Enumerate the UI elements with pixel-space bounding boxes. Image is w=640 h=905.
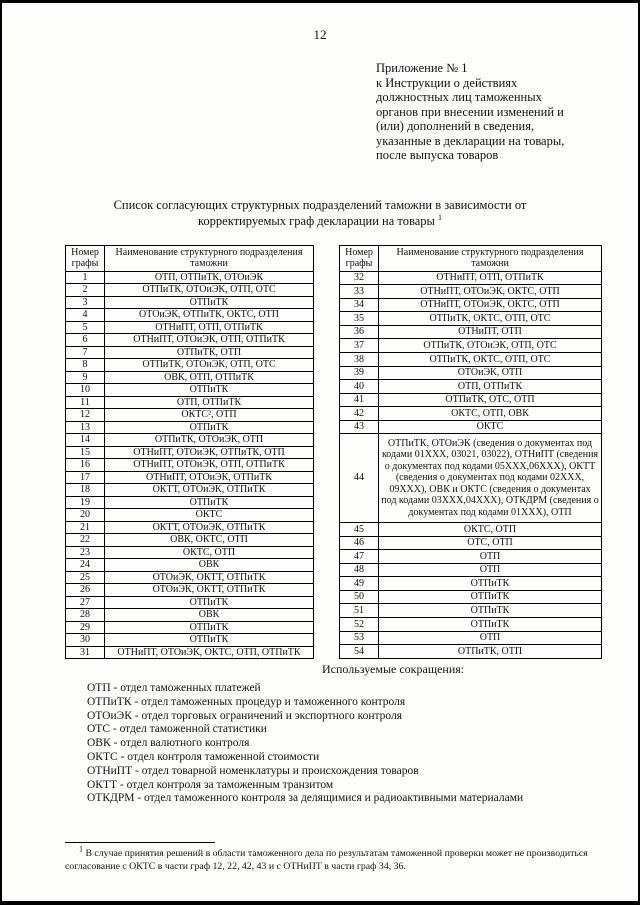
table-row [66,534,314,547]
page-number: 12 [313,27,327,42]
row-graf-number: 17 [66,471,105,484]
row-graf-number: 32 [340,271,379,285]
footnote-separator [65,842,215,843]
row-departments: ОТП, ОТПиТК [379,380,602,394]
row-departments: ОТПиТК, ОКТС, ОТП, ОТС [379,352,602,366]
row-graf-number: 34 [340,298,379,312]
table-row [66,346,314,359]
appendix-line: после выпуска товаров [376,148,499,162]
table-row [66,496,314,509]
appendix-line: Приложение № 1 [376,61,468,75]
document-title [74,197,566,229]
table-row [340,352,602,366]
document-title-text: Список согласующих структурных подразделений таможни в зависимости от корректируемых граф декларации на товары [113,197,527,228]
row-departments: ОТНиПТ, ОТОиЭК, ОКТС, ОТП, ОТПиТК [105,646,314,659]
row-graf-number: 12 [66,409,105,422]
row-graf-number: 36 [340,325,379,339]
row-graf-number: 7 [66,346,105,359]
header-graf-number: Номер графы [66,245,105,271]
row-graf-number: 52 [340,618,379,632]
table-row [66,384,314,397]
footnote-block [65,842,610,873]
row-departments: ОТПиТК, ОТОиЭК, ОТП, ОТС [105,359,314,372]
row-graf-number: 11 [66,396,105,409]
abbreviation-item: ОТП - отдел таможенных платежей [87,682,261,694]
row-departments: ОТНиПТ, ОТП, ОТПиТК [379,271,602,285]
row-departments: ОТП [379,631,602,645]
table-row [66,459,314,472]
header-graf-number: Номер графы [340,245,379,271]
row-departments: ОТНиПТ, ОТОиЭК, ОТПиТК, ОТП [105,446,314,459]
row-graf-number: 21 [66,521,105,534]
row-departments: ОКТТ, ОТОиЭК, ОТПиТК [105,521,314,534]
row-graf-number: 41 [340,393,379,407]
appendix-line: к Инструкции о действиях [376,75,518,90]
row-graf-number: 30 [66,634,105,647]
row-departments: ОТПиТК, ОКТС, ОТП, ОТС [379,312,602,326]
table-row [66,546,314,559]
table-row [66,371,314,384]
table-row [66,484,314,497]
row-graf-number: 39 [340,366,379,380]
row-graf-number: 27 [66,596,105,609]
table-row [340,407,602,421]
row-departments: ОТПиТК, ОТОиЭК, ОТП, ОТС [379,339,602,353]
row-graf-number: 29 [66,621,105,634]
row-graf-number: 50 [340,590,379,604]
appendix-block [376,61,614,163]
table-row [340,420,602,434]
row-graf-number: 3 [66,296,105,309]
table-row [66,284,314,297]
table-row [66,559,314,572]
table-row [340,536,602,550]
table-row [340,563,602,577]
row-departments: ОТПиТК [105,496,314,509]
table-row [340,618,602,632]
row-graf-number: 28 [66,609,105,622]
row-graf-number: 24 [66,559,105,572]
table-row [66,421,314,434]
row-departments: ОТПиТК [105,621,314,634]
row-departments: ОТПиТК, ОТП [379,645,602,659]
row-departments: ОТНиПТ, ОТОиЭК, ОТП, ОТПиТК [105,334,314,347]
table-row [66,446,314,459]
row-graf-number: 37 [340,339,379,353]
footnote-text: В случае принятия решений в области таможенного дела по результатам таможенной проверки может не производиться согласование с ОКТС в части граф 12, 22, 42, 43 и с ОТНиПТ в части граф 34, 36. [65,848,588,872]
row-graf-number: 16 [66,459,105,472]
row-departments: ОКТС [379,420,602,434]
abbreviations-list [87,682,638,806]
row-departments: ОТП [379,563,602,577]
row-graf-number: 1 [66,271,105,284]
abbreviation-item: ОТПиТК - отдел таможенных процедур и таможенного контроля [87,695,406,708]
abbreviation-item: ОКТТ - отдел контроля за таможенным транзитом [87,778,334,791]
row-departments: ОТПиТК [379,590,602,604]
row-graf-number: 40 [340,380,379,394]
row-graf-number: 26 [66,584,105,597]
row-departments: ОВК, ОТП, ОТПиТК [105,371,314,384]
row-departments: ОТПиТК, ОТОиЭК, ОТП [105,434,314,447]
row-departments: ОТПиТК, ОТС, ОТП [379,393,602,407]
abbreviations-title: Используемые сокращения: [322,662,465,676]
row-departments: ОТНиПТ, ОТП, ОТПиТК [105,321,314,334]
graf-table-left [65,245,314,660]
row-graf-number: 43 [340,420,379,434]
table-row [340,577,602,591]
abbreviation-item: ОВК - отдел валютного контроля [87,737,250,750]
row-departments: ОТС, ОТП [379,536,602,550]
row-departments: ОТПиТК [379,604,602,618]
row-graf-number: 5 [66,321,105,334]
row-graf-number: 53 [340,631,379,645]
row-graf-number: 22 [66,534,105,547]
table-row [340,339,602,353]
footnote-marker: 1 [79,844,83,854]
footnote [65,844,610,873]
row-departments: ОТПиТК [105,384,314,397]
row-departments: ОТОиЭК, ОТПиТК, ОКТС, ОТП [105,309,314,322]
table-header-row [66,245,314,271]
row-graf-number: 54 [340,645,379,659]
table-row [340,523,602,537]
row-graf-number: 31 [66,646,105,659]
table-row [340,312,602,326]
abbreviation-item: ОТКДРМ - отдел таможенного контроля за делящимися и радиоактивными материалами [87,792,524,805]
table-row [66,471,314,484]
appendix-line: (или) дополнений в сведения, [376,119,535,133]
table-row [340,604,602,618]
table-row [66,396,314,409]
row-graf-number: 19 [66,496,105,509]
row-graf-number: 25 [66,571,105,584]
abbreviation-item: ОТОиЭК - отдел торговых ограничений и экспортного контроля [87,709,403,722]
row-graf-number: 23 [66,546,105,559]
row-departments: ОТОиЭК, ОТП [379,366,602,380]
table-row [66,609,314,622]
row-graf-number: 35 [340,312,379,326]
table-row [340,631,602,645]
table-row [66,321,314,334]
row-graf-number: 48 [340,563,379,577]
table-row [66,521,314,534]
row-graf-number: 33 [340,285,379,299]
row-departments: ОКТС², ОТП [105,409,314,422]
row-departments: ОКТС [105,509,314,522]
row-graf-number: 2 [66,284,105,297]
table-row [66,584,314,597]
row-departments: ОКТС, ОТП, ОВК [379,407,602,421]
abbreviation-item: ОТНиПТ - отдел товарной номенклатуры и происхождения товаров [87,764,419,777]
abbreviation-item: ОКТС - отдел контроля таможенной стоимости [87,750,320,763]
row-departments: ОВК [105,559,314,572]
row-graf-number: 44 [340,434,379,523]
row-departments: ОТПиТК [105,296,314,309]
row-graf-number: 18 [66,484,105,497]
row-graf-number: 10 [66,384,105,397]
table-row [340,298,602,312]
row-departments: ОВК, ОКТС, ОТП [105,534,314,547]
row-graf-number: 8 [66,359,105,372]
table-row [66,509,314,522]
table-row [66,359,314,372]
graf-table-right [339,245,602,660]
table-row [66,571,314,584]
row-graf-number: 51 [340,604,379,618]
table-row [340,271,602,285]
row-departments: ОВК [105,609,314,622]
table-row [340,434,602,523]
table-row [66,634,314,647]
table-row [340,285,602,299]
row-graf-number: 9 [66,371,105,384]
row-graf-number: 42 [340,407,379,421]
row-graf-number: 4 [66,309,105,322]
row-graf-number: 20 [66,509,105,522]
appendix-line: указанные в декларации на товары, [376,133,565,148]
row-departments: ОТПиТК, ОТП [105,346,314,359]
row-departments: ОКТТ, ОТОиЭК, ОТПиТК [105,484,314,497]
row-graf-number: 13 [66,421,105,434]
table-row [66,271,314,284]
tables-container [65,245,602,660]
appendix-line: органов при внесении изменений и [376,104,564,119]
table-row [340,590,602,604]
row-departments: ОТПиТК [105,634,314,647]
appendix-line: должностных лиц таможенных [376,90,542,104]
row-graf-number: 6 [66,334,105,347]
row-departments: ОТПиТК [379,618,602,632]
table-row [340,645,602,659]
table-row [66,409,314,422]
table-header-row [340,245,602,271]
table-row [340,325,602,339]
table-row [66,596,314,609]
row-graf-number: 14 [66,434,105,447]
table-row [340,393,602,407]
table-row [66,646,314,659]
row-graf-number: 15 [66,446,105,459]
row-departments: ОТП, ОТПиТК [105,396,314,409]
row-graf-number: 49 [340,577,379,591]
table-row [66,621,314,634]
row-departments: ОТПиТК, ОТОиЭК, ОТП, ОТС [105,284,314,297]
table-row [66,334,314,347]
row-graf-number: 47 [340,550,379,564]
row-departments: ОТПиТК, ОТОиЭК (сведения о документах под кодами 01ХХХ, 03021, 03022), ОТНиПТ (сведения о документах под кодами 05ХХХ,06ХХХ), ОКТТ (сведения о документах под кодами 02ХХХ, 09ХХХ), ОВК и ОКТС (сведения о документах под кодами 03ХХХ,04ХХХ), ОТКДРМ (сведения о документах под кодами 01ХХХ), ОТП [379,434,602,523]
table-row [340,550,602,564]
row-graf-number: 38 [340,352,379,366]
row-departments: ОТП [379,550,602,564]
abbreviation-item: ОТС - отдел таможенной статистики [87,723,267,736]
title-footnote-ref: 1 [438,212,443,222]
row-departments: ОТПиТК [379,577,602,591]
row-departments: ОТНиПТ, ОТОиЭК, ОКТС, ОТП [379,285,602,299]
table-row [66,309,314,322]
header-department-name: Наименование структурного подразделения таможни [379,245,602,271]
row-departments: ОКТС, ОТП [105,546,314,559]
row-graf-number: 46 [340,536,379,550]
row-departments: ОТП, ОТПиТК, ОТОиЭК [105,271,314,284]
row-departments: ОТОиЭК, ОКТТ, ОТПиТК [105,571,314,584]
table-row [66,434,314,447]
table-row [66,296,314,309]
table-row [340,366,602,380]
row-departments: ОТНиПТ, ОТП [379,325,602,339]
header-department-name: Наименование структурного подразделения таможни [105,245,314,271]
row-departments: ОТОиЭК, ОКТТ, ОТПиТК [105,584,314,597]
row-departments: ОТПиТК [105,596,314,609]
table-row [340,380,602,394]
row-graf-number: 45 [340,523,379,537]
row-departments: ОКТС, ОТП [379,523,602,537]
row-departments: ОТНиПТ, ОТОиЭК, ОКТС, ОТП [379,298,602,312]
row-departments: ОТНиПТ, ОТОиЭК, ОТПиТК [105,471,314,484]
row-departments: ОТПиТК [105,421,314,434]
row-departments: ОТНиПТ, ОТОиЭК, ОТП, ОТПиТК [105,459,314,472]
